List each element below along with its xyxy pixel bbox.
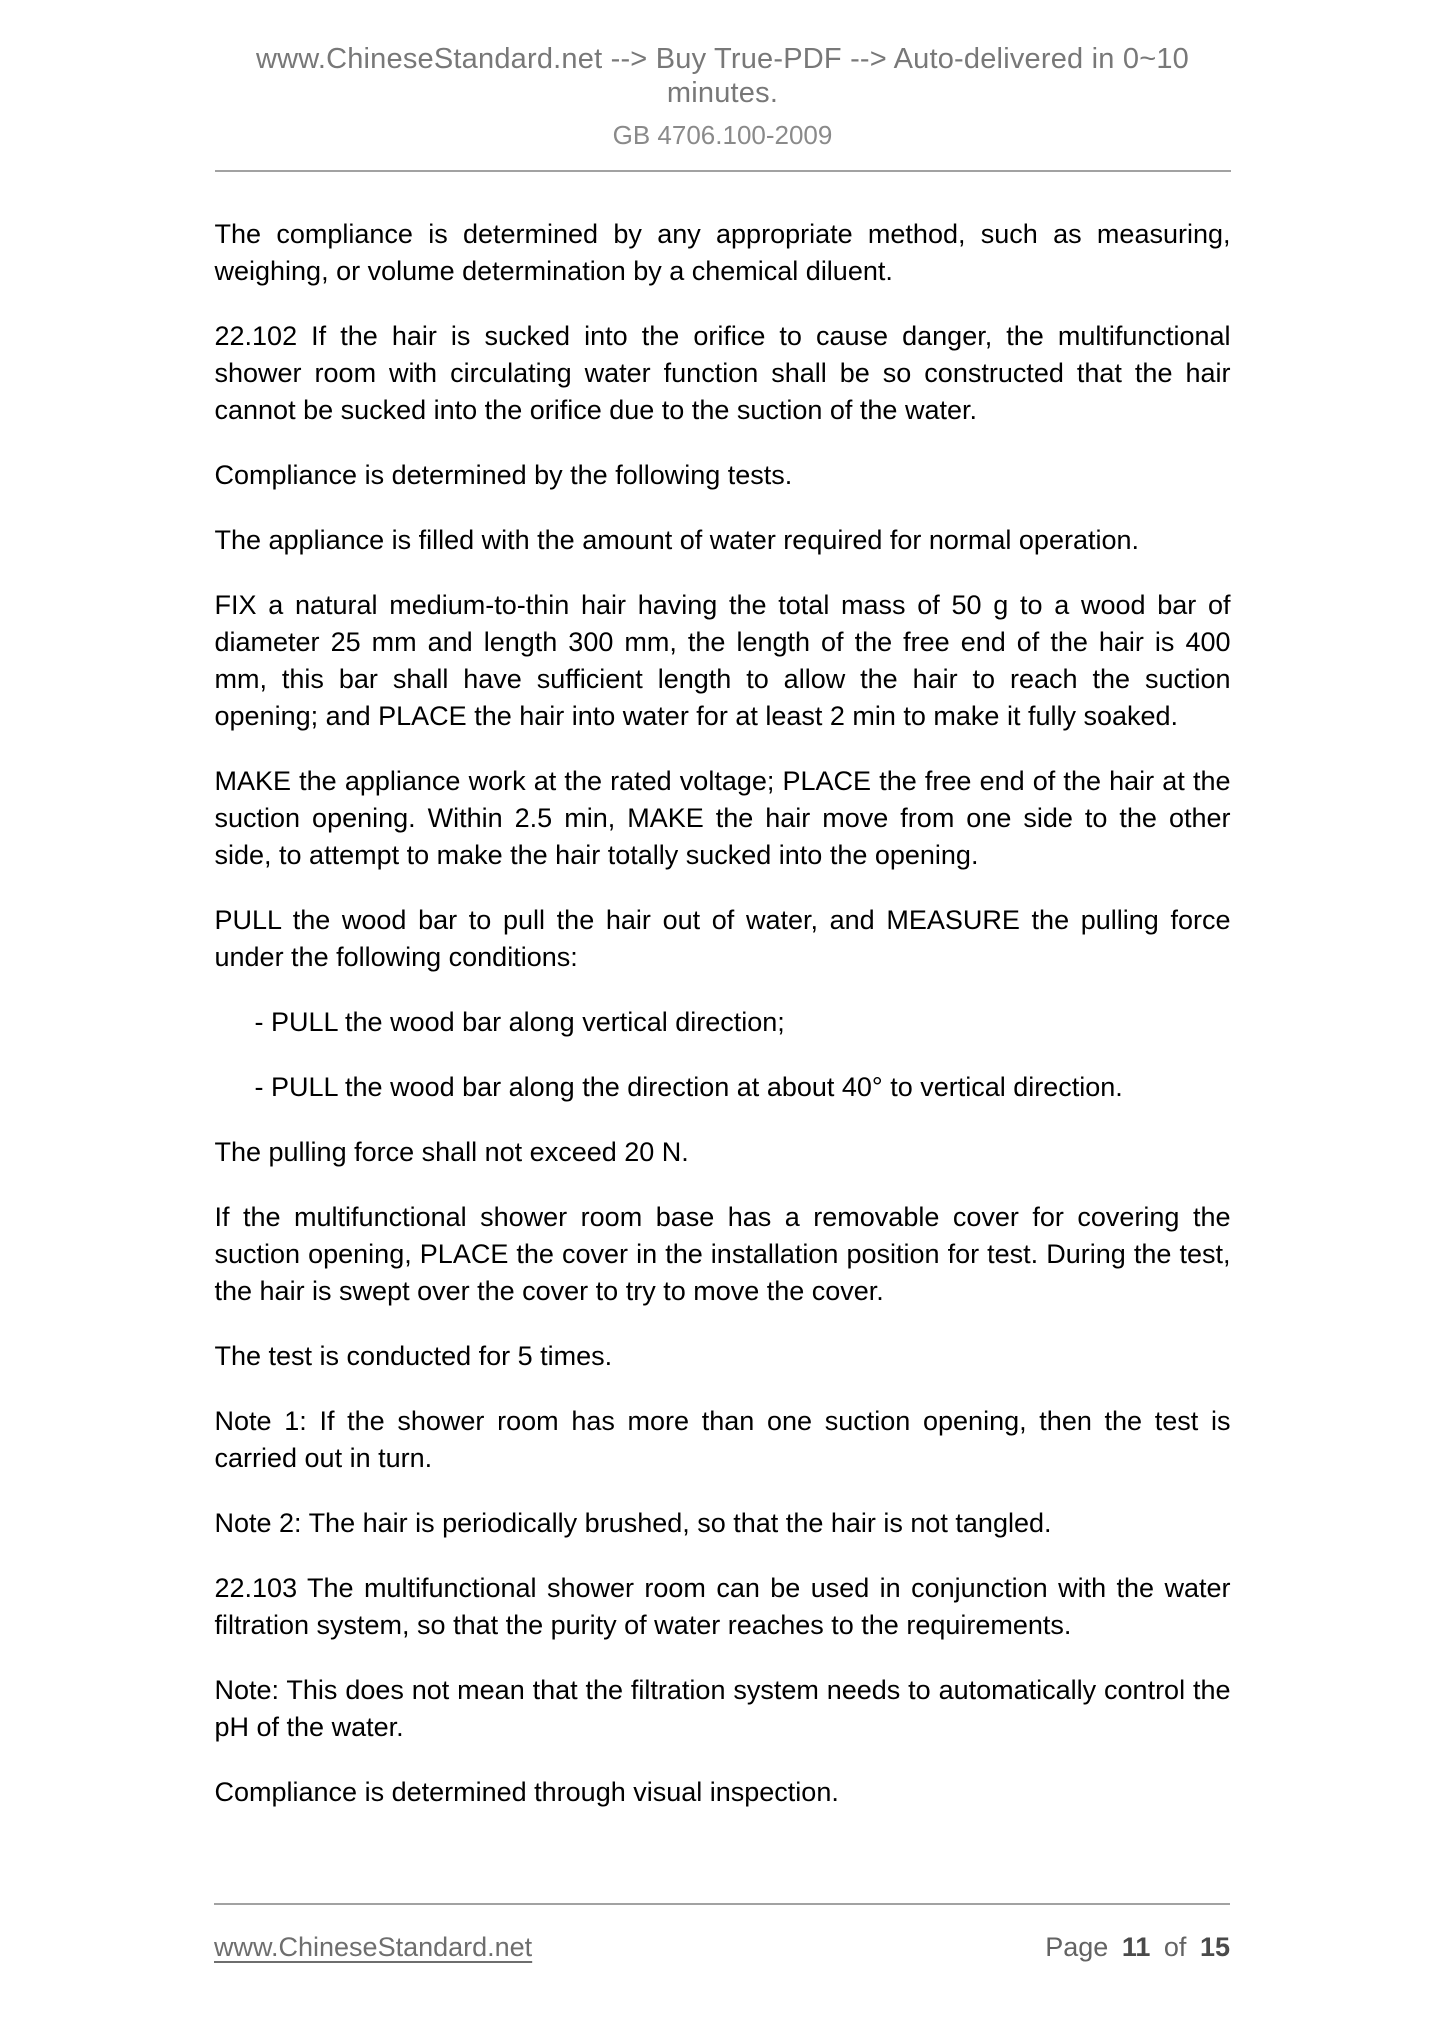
document-body bbox=[215, 216, 1231, 1811]
paragraph: 22.102 If the hair is sucked into the orifice to cause danger, the multifunctional shower room with circulating water function shall be so constructed that the hair cannot be sucked into the orifice due to the suction of the water. bbox=[214, 321, 1231, 425]
footer-site-link[interactable]: www.ChineseStandard.net bbox=[214, 1932, 533, 1962]
total-page-number: 15 bbox=[1199, 1932, 1230, 1962]
paragraph: The compliance is determined by any appropriate method, such as measuring, weighing, or volume determination by a chemical diluent. bbox=[214, 219, 1231, 286]
paragraph: Note: This does not mean that the filtration system needs to automatically control the pH of the water. bbox=[214, 1675, 1231, 1742]
list-item: - PULL the wood bar along vertical direction; bbox=[254, 1007, 785, 1037]
paragraph: MAKE the appliance work at the rated voltage; PLACE the free end of the hair at the suction opening. Within 2.5 min, MAKE the hair move from one side to the other side, to attempt to make the hair totally sucked into the opening. bbox=[214, 766, 1231, 870]
paragraph: PULL the wood bar to pull the hair out of water, and MEASURE the pulling force under the following conditions: bbox=[214, 905, 1231, 972]
paragraph: The pulling force shall not exceed 20 N. bbox=[214, 1137, 689, 1167]
paragraph: Note 1: If the shower room has more than one suction opening, then the test is carried out in turn. bbox=[214, 1406, 1231, 1473]
list-item: - PULL the wood bar along the direction at about 40° to vertical direction. bbox=[254, 1072, 1123, 1102]
watermark-header-text: www.ChineseStandard.net --> Buy True-PDF --> Auto-delivered in 0~10 minutes. bbox=[255, 43, 1189, 109]
paragraph: Note 2: The hair is periodically brushed, so that the hair is not tangled. bbox=[214, 1508, 1052, 1538]
current-page-number: 11 bbox=[1121, 1932, 1151, 1962]
page-number-indicator bbox=[1045, 1931, 1230, 1963]
paragraph: The test is conducted for 5 times. bbox=[214, 1341, 613, 1371]
paragraph: If the multifunctional shower room base has a removable cover for covering the suction opening, PLACE the cover in the installation position for test. During the test, the hair is swept over the cover to try to move the cover. bbox=[214, 1202, 1231, 1306]
page-content bbox=[215, 0, 1231, 1811]
page-header bbox=[215, 0, 1231, 172]
paragraph: The appliance is filled with the amount of water required for normal operation. bbox=[214, 525, 1139, 555]
page-label: Page bbox=[1045, 1932, 1109, 1962]
standard-number: GB 4706.100-2009 bbox=[612, 120, 833, 150]
paragraph: 22.103 The multifunctional shower room can be used in conjunction with the water filtration system, so that the purity of water reaches to the requirements. bbox=[214, 1573, 1231, 1640]
page-of-label: of bbox=[1163, 1932, 1187, 1962]
page-footer bbox=[214, 1903, 1230, 1963]
paragraph: Compliance is determined through visual inspection. bbox=[214, 1777, 839, 1807]
paragraph: FIX a natural medium-to-thin hair having the total mass of 50 g to a wood bar of diameter 25 mm and length 300 mm, the length of the free end of the hair is 400 mm, this bar shall have sufficient length to allow the hair to reach the suction opening; and PLACE the hair into water for at least 2 min to make it fully soaked. bbox=[214, 590, 1231, 731]
footer-divider bbox=[214, 1903, 1230, 1905]
paragraph: Compliance is determined by the following tests. bbox=[214, 460, 793, 490]
footer-row bbox=[214, 1931, 1230, 1963]
header-divider bbox=[215, 170, 1231, 172]
